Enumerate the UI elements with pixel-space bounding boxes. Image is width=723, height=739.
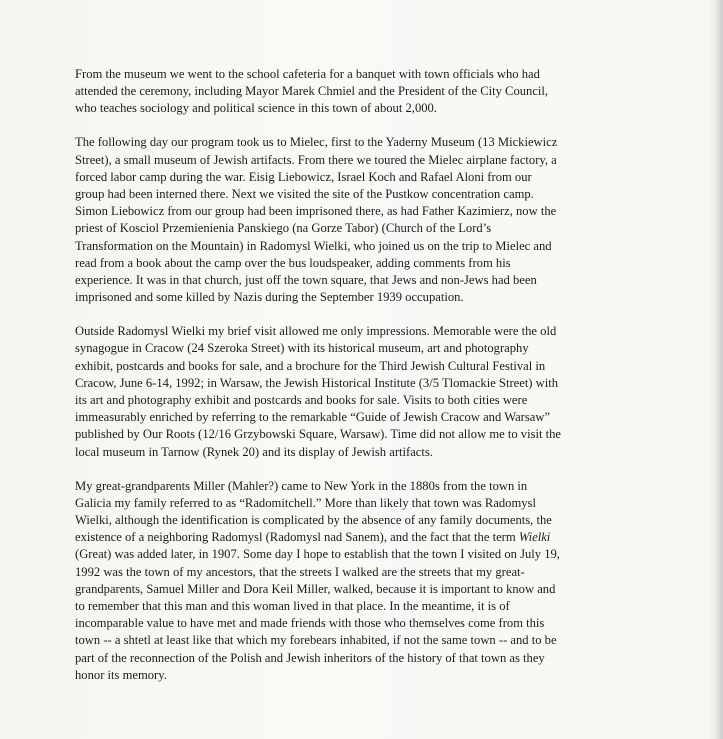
text-line: local museum in Tarnow (Rynek 20) and its display of Jewish artifacts. <box>75 444 433 459</box>
text-line: imprisoned and some killed by Nazis during the September 1939 occupation. <box>75 290 464 305</box>
italic-term: Wielki <box>518 530 551 545</box>
text-line: Street), a small museum of Jewish artifacts. From there we toured the Mielec airplane factory, a <box>75 152 557 167</box>
text-line: attended the ceremony, including Mayor Marek Chmiel and the President of the City Council, <box>75 84 549 99</box>
text-line: Outside Radomysl Wielki my brief visit allowed me only impressions. Memorable were the old <box>75 324 557 339</box>
text-line: experience. It was in that church, just off the town square, that Jews and non-Jews had been <box>75 273 537 288</box>
text-line: to remember that this man and this woman lived in that place. In the meantime, it is of <box>75 599 510 614</box>
text-line: grandparents, Samuel Miller and Dora Keil Miller, walked, because it is important to know and <box>75 581 556 596</box>
text-line: Simon Liebowicz from our group had been imprisoned there, as had Father Kazimierz, now the <box>75 204 557 219</box>
text-line: published by Our Roots (12/16 Grzybowski Square, Warsaw). Time did not allow me to visit the <box>75 427 562 442</box>
text-line: Wielki, although the identification is complicated by the absence of any family documents, the <box>75 513 552 528</box>
text-line: read from a book about the camp over the bus loudspeaker, adding comments from his <box>75 255 511 270</box>
text-line: exhibit, postcards and books for sale, and a brochure for the Third Jewish Cultural Festival in <box>75 358 546 373</box>
text-line: Galicia my family referred to as “Radomitchell.” More than likely that town was Radomysl <box>75 495 536 510</box>
text-line-with-italic <box>75 529 635 546</box>
page-edge-shadow <box>709 0 723 739</box>
paragraph-ancestors <box>75 478 635 684</box>
text-line: town -- a shtetl at least like that which my forebears inhabited, if not the same town -- and to be <box>75 633 557 648</box>
text-line: (Great) was added later, in 1907. Some day I hope to establish that the town I visited on July 19, <box>75 547 560 562</box>
text-line: immeasurably enriched by referring to the remarkable “Guide of Jewish Cracow and Warsaw” <box>75 410 551 425</box>
text-line: priest of Kosciol Przemienienia Panskiego (na Gorze Tabor) (Church of the Lord’s <box>75 221 492 236</box>
text-line: who teaches sociology and political science in this town of about 2,000. <box>75 101 437 116</box>
paragraph-impressions <box>75 323 635 461</box>
text-segment: existence of a neighboring Radomysl (Radomysl nad Sanem), and the fact that the term <box>75 530 519 545</box>
text-line: forced labor camp during the war. Eisig Liebowicz, Israel Koch and Rafael Aloni from our <box>75 169 532 184</box>
text-line: 1992 was the town of my ancestors, that the streets I walked are the streets that my great- <box>75 564 525 579</box>
text-line: My great-grandparents Miller (Mahler?) came to New York in the 1880s from the town in <box>75 478 528 493</box>
text-line: its art and photography exhibit and postcards and books for sale. Visits to both cities were <box>75 393 528 408</box>
text-line: incomparable value to have met and made friends with those who themselves come from this <box>75 616 545 631</box>
paragraph-banquet <box>75 66 635 118</box>
text-line: honor its memory. <box>75 667 167 682</box>
text-line: part of the reconnection of the Polish and Jewish inheritors of the history of that town as they <box>75 650 545 665</box>
text-line: From the museum we went to the school cafeteria for a banquet with town officials who had <box>75 67 540 81</box>
paragraph-mielec <box>75 134 635 306</box>
document-body <box>75 66 635 701</box>
text-line: Cracow, June 6-14, 1992; in Warsaw, the Jewish Historical Institute (3/5 Tlomackie Street) with <box>75 375 559 390</box>
text-line: Transformation on the Mountain) in Radomysl Wielki, who joined us on the trip to Mielec and <box>75 238 552 253</box>
text-line: synagogue in Cracow (24 Szeroka Street) with its historical museum, art and photography <box>75 341 529 356</box>
text-line: group had been interned there. Next we visited the site of the Pustkow concentration camp. <box>75 187 534 202</box>
text-line: The following day our program took us to Mielec, first to the Yaderny Museum (13 Mickiewicz <box>75 135 558 150</box>
